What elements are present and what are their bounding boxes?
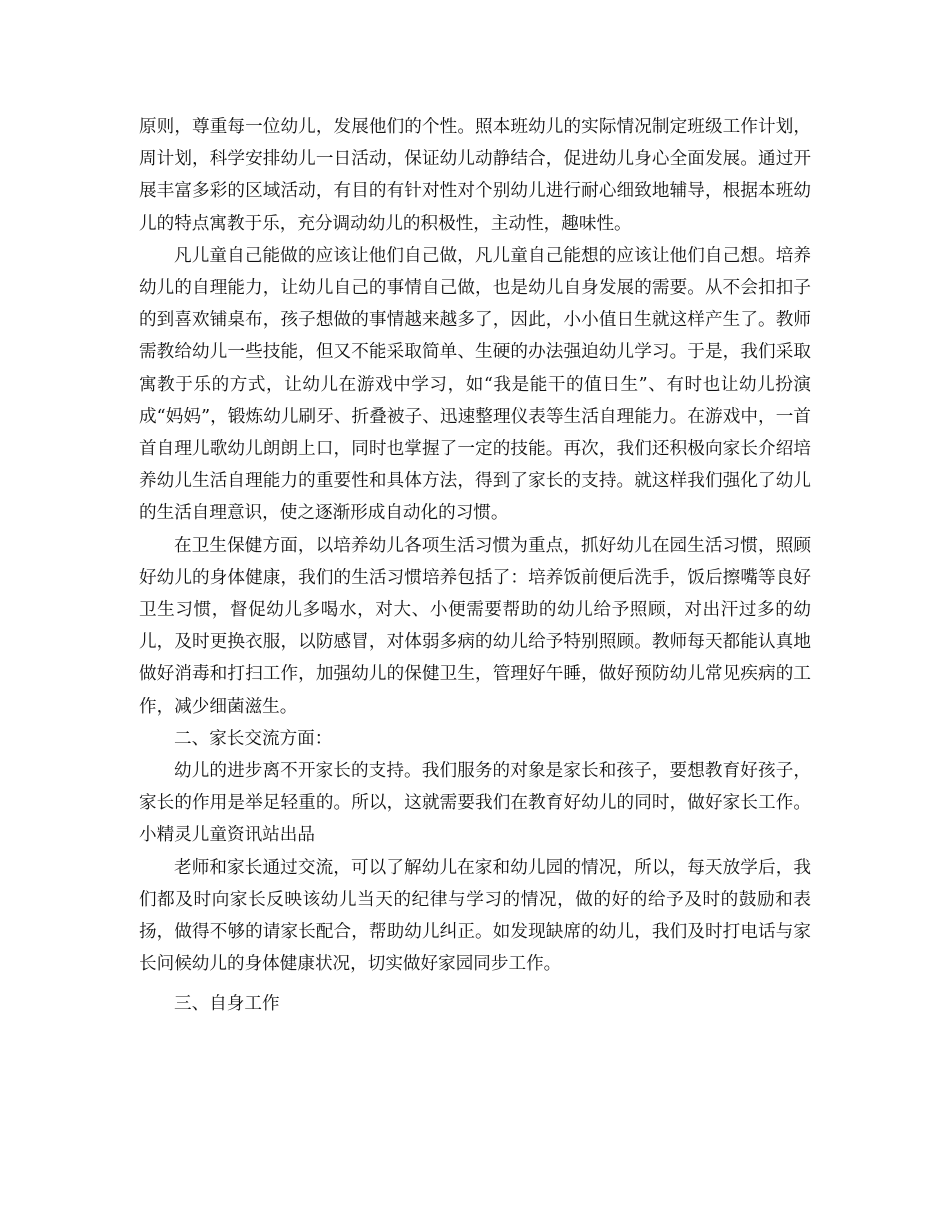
- paragraph-health-care: 在卫生保健方面，以培养幼儿各项生活习惯为重点，抓好幼儿在园生活习惯，照顾好幼儿的身体健康，我们的生活习惯培养包括了：培养饭前便后洗手，饭后擦嘴等良好卫生习惯，督促幼儿多喝水，对大、小便需要帮助的幼儿给予照顾，对出汗过多的幼儿，及时更换衣服，以防感冒，对体弱多病的幼儿给予特别照顾。教师每天都能认真地做好消毒和打扫工作，加强幼儿的保健卫生，管理好午睡，做好预防幼儿常见疾病的工作，减少细菌滋生。: [139, 535, 811, 717]
- section-heading-self-work: 三、自身工作: [174, 994, 280, 1015]
- paragraph-parent-exchange: 老师和家长通过交流，可以了解幼儿在家和幼儿园的情况，所以，每天放学后，我们都及时向家长反映该幼儿当天的纪律与学习的情况，做的好的给予及时的鼓励和表扬，做得不够的请家长配合，帮助幼儿纠正。如发现缺席的幼儿，我们及时打电话与家长问候幼儿的身体健康状况，切实做好家园同步工作。: [139, 857, 811, 975]
- paragraph-parent-support: 幼儿的进步离不开家长的支持。我们服务的对象是家长和孩子，要想教育好孩子，家长的作用是举足轻重的。所以，这就需要我们在教育好幼儿的同时，做好家长工作。小精灵儿童资讯站出品: [139, 761, 811, 846]
- paragraph-self-care: 凡儿童自己能做的应该让他们自己做，凡儿童自己能想的应该让他们自己想。培养幼儿的自理能力，让幼儿自己的事情自己做，也是幼儿自身发展的需要。从不会扣扣子的到喜欢铺桌布，孩子想做的事情越来越多了，因此，小小值日生就这样产生了。教师需教给幼儿一些技能，但又不能采取简单、生硬的办法强迫幼儿学习。于是，我们采取寓教于乐的方式，让幼儿在游戏中学习，如“我是能干的值日生”、有时也让幼儿扮演成“妈妈”，锻炼幼儿刷牙、折叠被子、迅速整理仪表等生活自理能力。在游戏中，一首首自理儿歌幼儿朗朗上口，同时也掌握了一定的技能。再次，我们还积极向家长介绍培养幼儿生活自理能力的重要性和具体方法，得到了家长的支持。就这样我们强化了幼儿的生活自理意识，使之逐渐形成自动化的习惯。: [139, 245, 811, 524]
- section-heading-parent-communication: 二、家长交流方面：: [174, 728, 333, 749]
- paragraph-principles: 原则，尊重每一位幼儿，发展他们的个性。照本班幼儿的实际情况制定班级工作计划，周计划，科学安排幼儿一日活动，保证幼儿动静结合，促进幼儿身心全面发展。通过开展丰富多彩的区域活动，有目的有针对性对个别幼儿进行耐心细致地辅导，根据本班幼儿的特点寓教于乐，充分调动幼儿的积极性，主动性，趣味性。: [139, 117, 811, 234]
- document-body: [139, 111, 811, 1021]
